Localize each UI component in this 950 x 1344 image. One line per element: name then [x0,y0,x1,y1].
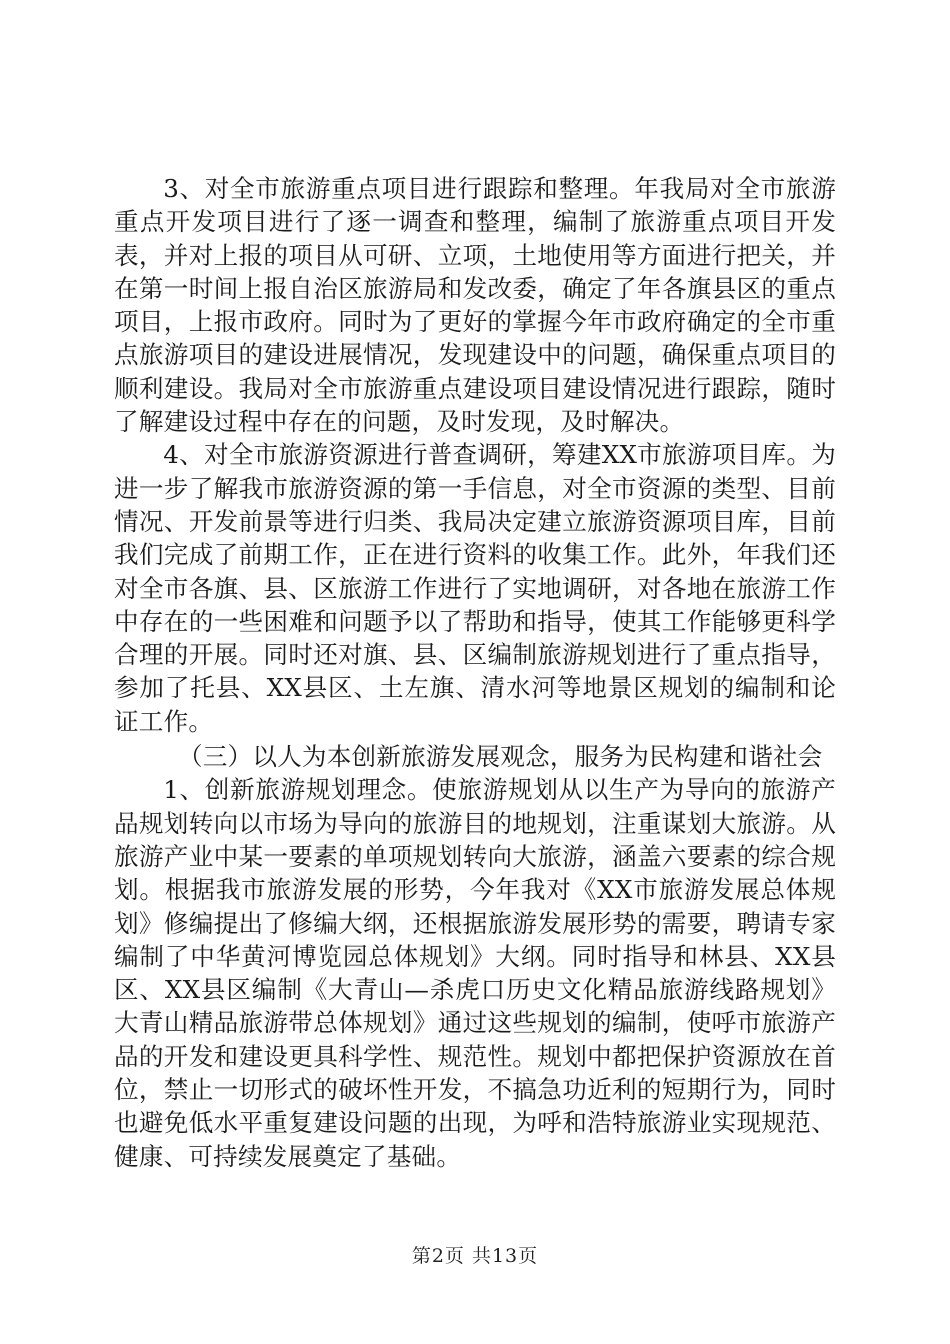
page-number-footer: 第2页 共13页 [411,1245,539,1267]
section-heading: （三）以人为本创新旅游发展观念，服务为民构建和谐社会 [177,742,823,772]
paragraph-item-4: 4、对全市旅游资源进行普查调研，筹建XX市旅游项目库。为进一步了解我市旅游资源的第一手信息，对全市资源的类型、目前情况、开发前景等进行归类、我局决定建立旅游资源项目库，目前我们完成了前期工作，正在进行资料的收集工作。此外，年我们还对全市各旗、县、区旅游工作进行了实地调研，对各地在旅游工作中存在的一些困难和问题予以了帮助和指导，使其工作能够更科学合理的开展。同时还对旗、县、区编制旅游规划进行了重点指导，参加了托县、XX县区、土左旗、清水河等地景区规划的编制和论证工作。 [114,440,836,736]
paragraph-item-3: 3、对全市旅游重点项目进行跟踪和整理。年我局对全市旅游重点开发项目进行了逐一调查和整理，编制了旅游重点项目开发表，并对上报的项目从可研、立项，土地使用等方面进行把关，并在第一时间上报自治区旅游局和发改委，确定了年各旗县区的重点项目，上报市政府。同时为了更好的掌握今年市政府确定的全市重点旅游项目的建设进展情况，发现建设中的问题，确保重点项目的顺利建设。我局对全市旅游重点建设项目建设情况进行跟踪，随时了解建设过程中存在的问题，及时发现，及时解决。 [114,174,836,437]
paragraph-item-1: 1、创新旅游规划理念。使旅游规划从以生产为导向的旅游产品规划转向以市场为导向的旅游目的地规划，注重谋划大旅游。从旅游产业中某一要素的单项规划转向大旅游，涵盖六要素的综合规划。根据我市旅游发展的形势，今年我对《XX市旅游发展总体规划》修编提出了修编大纲，还根据旅游发展形势的需要，聘请专家编制了中华黄河博览园总体规划》大纲。同时指导和林县、XX县区、XX县区编制《大青山—杀虎口历史文化精品旅游线路规划》大青山精品旅游带总体规划》通过这些规划的编制，使呼市旅游产品的开发和建设更具科学性、规范性。规划中都把保护资源放在首位，禁止一切形式的破坏性开发，不搞急功近利的短期行为，同时也避免低水平重复建设问题的出现，为呼和浩特旅游业实现规范、健康、可持续发展奠定了基础。 [114,775,836,1171]
document-body [114,172,836,1173]
